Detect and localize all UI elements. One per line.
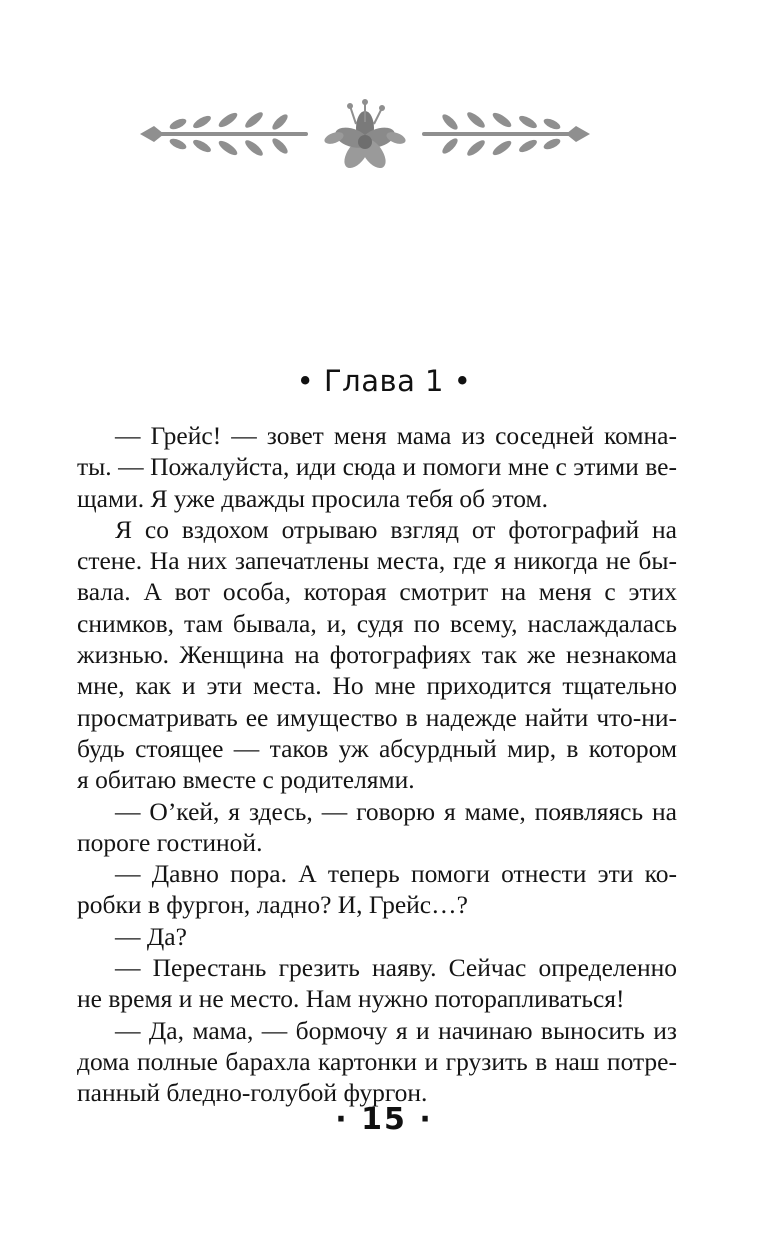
- text-line: панный бледно-голубой фургон.: [77, 1078, 428, 1108]
- floral-divider-icon: [138, 98, 592, 176]
- text-line: — Да, мама, — бормочу я и начинаю выносить из: [115, 1015, 677, 1045]
- text-line: вала. А вот особа, которая смотрит на меня с этих: [77, 577, 677, 607]
- text-line: робки в фургон, ладно? И, Грейс…?: [77, 890, 468, 920]
- paragraph-2: [77, 514, 677, 796]
- text-line: не время и не место. Нам нужно поторапливаться!: [77, 984, 625, 1014]
- paragraph-4: [77, 858, 677, 921]
- text-line: пороге гостиной.: [77, 827, 263, 857]
- text-line: просматривать ее имущество в надежде найти что-ни-: [77, 702, 677, 732]
- paragraph-6: [77, 952, 677, 1015]
- text-line: мне, как и эти места. Но мне приходится тщательно: [77, 671, 677, 701]
- paragraph-1: [77, 420, 677, 514]
- paragraph-7: [77, 1015, 677, 1109]
- paragraph-3: [77, 796, 677, 859]
- text-line: щами. Я уже дважды просила тебя об этом.: [77, 483, 549, 513]
- text-line: я обитаю вместе с родителями.: [77, 765, 415, 795]
- text-line: жизнью. Женщина на фотографиях так же незнакома: [77, 640, 677, 670]
- text-line: снимков, там бывала, и, судя по всему, наслаждалась: [77, 608, 677, 638]
- chapter-title: • Глава 1 •: [296, 364, 472, 398]
- text-line: — О’кей, я здесь, — говорю я маме, появляясь на: [115, 796, 677, 826]
- text-line: — Грейс! — зовет меня мама из соседней комна-: [115, 421, 677, 450]
- page-number: · 15 ·: [335, 1102, 433, 1137]
- text-line: — Давно пора. А теперь помоги отнести эти ко-: [115, 859, 677, 889]
- text-line: стене. На них запечатлены места, где я никогда не бы-: [77, 546, 677, 576]
- text-line: ты. — Пожалуйста, иди сюда и помоги мне с этими ве-: [77, 452, 677, 482]
- body-text: [77, 420, 677, 1109]
- paragraph-5: [77, 921, 677, 952]
- text-line: — Да?: [115, 921, 187, 951]
- text-line: дома полные барахла картонки и грузить в наш потре-: [77, 1046, 677, 1076]
- text-line: — Перестань грезить наяву. Сейчас определенно: [115, 953, 677, 983]
- text-line: Я со вздохом отрываю взгляд от фотографий на: [115, 514, 677, 544]
- text-line: будь стоящее — таков уж абсурдный мир, в котором: [77, 733, 677, 763]
